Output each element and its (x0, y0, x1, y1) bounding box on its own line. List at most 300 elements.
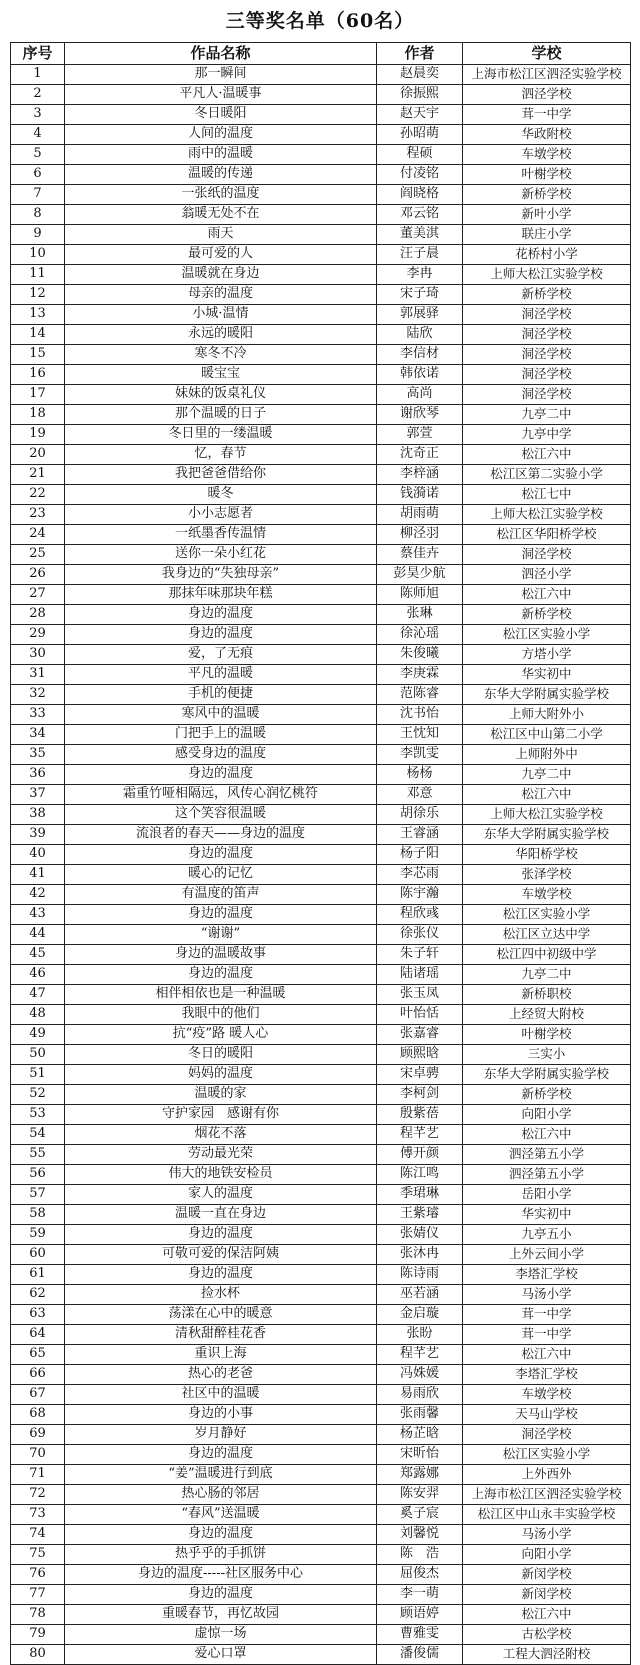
author-name: 张婧仪 (377, 1225, 463, 1245)
table-row (11, 1505, 631, 1525)
table-row (11, 1185, 631, 1205)
author-name: 赵晨奕 (377, 65, 463, 85)
school-name: 马汤小学 (463, 1285, 631, 1305)
author-name: 金启璇 (377, 1305, 463, 1325)
work-title: 相伴相依也是一种温暖 (65, 985, 377, 1005)
table-row (11, 325, 631, 345)
school-name: 洞泾学校 (463, 385, 631, 405)
author-name: 奚子宸 (377, 1505, 463, 1525)
row-index: 66 (11, 1365, 65, 1385)
school-name: 松江区中山永丰实验学校 (463, 1505, 631, 1525)
work-title: 母亲的温度 (65, 285, 377, 305)
author-name: 易雨欣 (377, 1385, 463, 1405)
table-row (11, 565, 631, 585)
work-title: 平凡的温暖 (65, 665, 377, 685)
work-title: 身边的温度 (65, 765, 377, 785)
work-title: 暖宝宝 (65, 365, 377, 385)
table-row (11, 525, 631, 545)
school-name: 洞泾学校 (463, 305, 631, 325)
school-name: 古松学校 (463, 1625, 631, 1645)
table-row (11, 285, 631, 305)
row-index: 27 (11, 585, 65, 605)
work-title: 那一瞬间 (65, 65, 377, 85)
row-index: 42 (11, 885, 65, 905)
author-name: 李信材 (377, 345, 463, 365)
page-title: 三等奖名单（60名） (225, 10, 415, 32)
school-name: 天马山学校 (463, 1405, 631, 1425)
table-row (11, 1425, 631, 1445)
row-index: 9 (11, 225, 65, 245)
work-title: 忆，春节 (65, 445, 377, 465)
author-name: 张琳 (377, 605, 463, 625)
table-row (11, 1145, 631, 1165)
header-work-title: 作品名称 (65, 43, 377, 65)
author-name: 冯姝媛 (377, 1365, 463, 1385)
work-title: 最可爱的人 (65, 245, 377, 265)
table-row (11, 645, 631, 665)
row-index: 33 (11, 705, 65, 725)
table-row (11, 1365, 631, 1385)
school-name: 松江区实验小学 (463, 905, 631, 925)
author-name: 陈宇瀚 (377, 885, 463, 905)
row-index: 51 (11, 1065, 65, 1085)
school-name: 华实初中 (463, 665, 631, 685)
school-name: 新桥职校 (463, 985, 631, 1005)
school-name: 松江区立达中学 (463, 925, 631, 945)
school-name: 松江六中 (463, 1605, 631, 1625)
author-name: 李庚霖 (377, 665, 463, 685)
author-name: 王睿涵 (377, 825, 463, 845)
work-title: 暖心的记忆 (65, 865, 377, 885)
table-row (11, 725, 631, 745)
author-name: 杨子阳 (377, 845, 463, 865)
school-name: 松江七中 (463, 485, 631, 505)
author-name: 潘俊儒 (377, 1645, 463, 1665)
table-row (11, 785, 631, 805)
table-row (11, 965, 631, 985)
table-row (11, 225, 631, 245)
work-title: 抗“疫”路 暖人心 (65, 1025, 377, 1045)
work-title: 身边的温度 (65, 605, 377, 625)
row-index: 76 (11, 1565, 65, 1585)
school-name: 松江六中 (463, 785, 631, 805)
school-name: 叶榭学校 (463, 1025, 631, 1045)
work-title: “谢谢” (65, 925, 377, 945)
author-name: 顾语婷 (377, 1605, 463, 1625)
work-title: 翁暖无处不在 (65, 205, 377, 225)
author-name: 陈师旭 (377, 585, 463, 605)
table-row (11, 1585, 631, 1605)
row-index: 70 (11, 1445, 65, 1465)
school-name: 新桥学校 (463, 1085, 631, 1105)
work-title: 劳动最光荣 (65, 1145, 377, 1165)
work-title: 雨中的温暖 (65, 145, 377, 165)
author-name: 沈奇正 (377, 445, 463, 465)
table-row (11, 205, 631, 225)
row-index: 2 (11, 85, 65, 105)
row-index: 69 (11, 1425, 65, 1445)
work-title: 爱心口罩 (65, 1645, 377, 1665)
author-name: 程硕 (377, 145, 463, 165)
row-index: 15 (11, 345, 65, 365)
row-index: 65 (11, 1345, 65, 1365)
school-name: 九亭二中 (463, 765, 631, 785)
table-row (11, 865, 631, 885)
school-name: 泗泾小学 (463, 565, 631, 585)
row-index: 7 (11, 185, 65, 205)
row-index: 52 (11, 1085, 65, 1105)
table-row (11, 1085, 631, 1105)
work-title: 可敬可爱的保洁阿姨 (65, 1245, 377, 1265)
school-name: 上师大松江实验学校 (463, 505, 631, 525)
table-row (11, 1125, 631, 1145)
table-row (11, 1325, 631, 1345)
row-index: 32 (11, 685, 65, 705)
school-name: 上外云间小学 (463, 1245, 631, 1265)
school-name: 上师大附外小 (463, 705, 631, 725)
table-row (11, 1465, 631, 1485)
row-index: 60 (11, 1245, 65, 1265)
work-title: 这个笑容很温暖 (65, 805, 377, 825)
author-name: 宋昕怡 (377, 1445, 463, 1465)
table-row (11, 1645, 631, 1665)
work-title: 温暖一直在身边 (65, 1205, 377, 1225)
author-name: 徐沁瑶 (377, 625, 463, 645)
row-index: 28 (11, 605, 65, 625)
table-row (11, 165, 631, 185)
row-index: 34 (11, 725, 65, 745)
table-row (11, 665, 631, 685)
work-title: 身边的温度 (65, 625, 377, 645)
table-row (11, 465, 631, 485)
school-name: 松江六中 (463, 1345, 631, 1365)
row-index: 77 (11, 1585, 65, 1605)
work-title: 我把爸爸借给你 (65, 465, 377, 485)
row-index: 78 (11, 1605, 65, 1625)
author-name: 巫若涵 (377, 1285, 463, 1305)
school-name: 松江六中 (463, 445, 631, 465)
table-row (11, 1345, 631, 1365)
work-title: 门把手上的温暖 (65, 725, 377, 745)
school-name: 李塔汇学校 (463, 1265, 631, 1285)
row-index: 45 (11, 945, 65, 965)
row-index: 55 (11, 1145, 65, 1165)
row-index: 43 (11, 905, 65, 925)
work-title: 热心肠的邻居 (65, 1485, 377, 1505)
school-name: 九亭中学 (463, 425, 631, 445)
author-name: 张玉凤 (377, 985, 463, 1005)
work-title: 永远的暖阳 (65, 325, 377, 345)
author-name: 邓意 (377, 785, 463, 805)
table-row (11, 1265, 631, 1285)
work-title: 身边的温度 (65, 845, 377, 865)
author-name: 刘馨悦 (377, 1525, 463, 1545)
table-row (11, 1385, 631, 1405)
school-name: 洞泾学校 (463, 545, 631, 565)
row-index: 11 (11, 265, 65, 285)
work-title: 家人的温度 (65, 1185, 377, 1205)
school-name: 东华大学附属实验学校 (463, 685, 631, 705)
author-name: 张嘉睿 (377, 1025, 463, 1045)
author-name: 陈江鸣 (377, 1165, 463, 1185)
school-name: 新桥学校 (463, 605, 631, 625)
work-title: 小小志愿者 (65, 505, 377, 525)
table-row (11, 925, 631, 945)
table-row (11, 1625, 631, 1645)
table-row (11, 425, 631, 445)
row-index: 53 (11, 1105, 65, 1125)
work-title: 那抹年味那块年糕 (65, 585, 377, 605)
work-title: 身边的温度 (65, 1445, 377, 1465)
row-index: 75 (11, 1545, 65, 1565)
row-index: 74 (11, 1525, 65, 1545)
row-index: 20 (11, 445, 65, 465)
table-row (11, 845, 631, 865)
table-row (11, 445, 631, 465)
table-row (11, 585, 631, 605)
work-title: 守护家园 感谢有你 (65, 1105, 377, 1125)
author-name: 张雨馨 (377, 1405, 463, 1425)
work-title: 身边的小事 (65, 1405, 377, 1425)
table-row (11, 1485, 631, 1505)
school-name: 上海市松江区泗泾实验学校 (463, 1485, 631, 1505)
work-title: 爱，了无痕 (65, 645, 377, 665)
row-index: 54 (11, 1125, 65, 1145)
work-title: 社区中的温暖 (65, 1385, 377, 1405)
table-row (11, 1285, 631, 1305)
row-index: 5 (11, 145, 65, 165)
author-name: 徐振熙 (377, 85, 463, 105)
work-title: 霜重竹哑相隔远，风传心润忆桃符 (65, 785, 377, 805)
work-title: 身边的温度 (65, 1525, 377, 1545)
row-index: 49 (11, 1025, 65, 1045)
row-index: 22 (11, 485, 65, 505)
row-index: 38 (11, 805, 65, 825)
work-title: 我眼中的他们 (65, 1005, 377, 1025)
work-title: 清秋甜醉桂花香 (65, 1325, 377, 1345)
work-title: 有温度的笛声 (65, 885, 377, 905)
school-name: 松江区第二实验小学 (463, 465, 631, 485)
school-name: 松江六中 (463, 585, 631, 605)
row-index: 16 (11, 365, 65, 385)
table-row (11, 485, 631, 505)
author-name: 柳泾羽 (377, 525, 463, 545)
school-name: 新桥学校 (463, 185, 631, 205)
author-name: 范陈睿 (377, 685, 463, 705)
row-index: 4 (11, 125, 65, 145)
table-row (11, 185, 631, 205)
table-row (11, 505, 631, 525)
row-index: 18 (11, 405, 65, 425)
author-name: 程欣彧 (377, 905, 463, 925)
row-index: 46 (11, 965, 65, 985)
author-name: 宋卓骋 (377, 1065, 463, 1085)
school-name: 泗泾学校 (463, 85, 631, 105)
author-name: 谢欣琴 (377, 405, 463, 425)
table-row (11, 605, 631, 625)
work-title: 妹妹的饭桌礼仪 (65, 385, 377, 405)
author-name: 郭萱 (377, 425, 463, 445)
table-row (11, 1165, 631, 1185)
author-name: 李一萌 (377, 1585, 463, 1605)
row-index: 25 (11, 545, 65, 565)
author-name: 陈诗雨 (377, 1265, 463, 1285)
row-index: 31 (11, 665, 65, 685)
row-index: 68 (11, 1405, 65, 1425)
table-row (11, 265, 631, 285)
row-index: 57 (11, 1185, 65, 1205)
table-row (11, 625, 631, 645)
table-row (11, 945, 631, 965)
row-index: 40 (11, 845, 65, 865)
school-name: 新桥学校 (463, 285, 631, 305)
row-index: 72 (11, 1485, 65, 1505)
row-index: 39 (11, 825, 65, 845)
row-index: 23 (11, 505, 65, 525)
author-name: 高尚 (377, 385, 463, 405)
school-name: 泗泾第五小学 (463, 1165, 631, 1185)
school-name: 叶榭学校 (463, 165, 631, 185)
author-name: 李芯雨 (377, 865, 463, 885)
author-name: 付凌铭 (377, 165, 463, 185)
author-name: 宋子琦 (377, 285, 463, 305)
table-row (11, 1205, 631, 1225)
table-row (11, 405, 631, 425)
school-name: 李塔汇学校 (463, 1365, 631, 1385)
work-title: 身边的温度-----社区服务中心 (65, 1565, 377, 1585)
author-name: 程芊艺 (377, 1345, 463, 1365)
table-row (11, 125, 631, 145)
school-name: 松江区实验小学 (463, 625, 631, 645)
author-name: 李冉 (377, 265, 463, 285)
author-name: 钱漪诺 (377, 485, 463, 505)
table-row (11, 1065, 631, 1085)
school-name: 新闵学校 (463, 1585, 631, 1605)
school-name: 松江区华阳桥学校 (463, 525, 631, 545)
row-index: 30 (11, 645, 65, 665)
row-index: 79 (11, 1625, 65, 1645)
author-name: 陈安羿 (377, 1485, 463, 1505)
author-name: 胡雨萌 (377, 505, 463, 525)
school-name: 洞泾学校 (463, 345, 631, 365)
author-name: 沈书怡 (377, 705, 463, 725)
school-name: 洞泾学校 (463, 365, 631, 385)
row-index: 35 (11, 745, 65, 765)
author-name: 朱子轩 (377, 945, 463, 965)
table-row (11, 705, 631, 725)
school-name: 九亭五小 (463, 1225, 631, 1245)
school-name: 东华大学附属实验学校 (463, 825, 631, 845)
work-title: 小城·温情 (65, 305, 377, 325)
author-name: 屈俊杰 (377, 1565, 463, 1585)
table-row (11, 1605, 631, 1625)
row-index: 37 (11, 785, 65, 805)
author-name: 徐张仪 (377, 925, 463, 945)
row-index: 24 (11, 525, 65, 545)
table-row (11, 905, 631, 925)
awards-table (10, 42, 631, 1665)
row-index: 47 (11, 985, 65, 1005)
table-row (11, 345, 631, 365)
work-title: 身边的温度 (65, 905, 377, 925)
work-title: 身边的温度 (65, 1265, 377, 1285)
author-name: 李柯剑 (377, 1085, 463, 1105)
school-name: 新叶小学 (463, 205, 631, 225)
table-row (11, 745, 631, 765)
table-row (11, 1005, 631, 1025)
row-index: 62 (11, 1285, 65, 1305)
work-title: 一张纸的温度 (65, 185, 377, 205)
row-index: 36 (11, 765, 65, 785)
school-name: 东华大学附属实验学校 (463, 1065, 631, 1085)
table-row (11, 385, 631, 405)
row-index: 10 (11, 245, 65, 265)
school-name: 上师大松江实验学校 (463, 265, 631, 285)
table-row (11, 765, 631, 785)
work-title: 人间的温度 (65, 125, 377, 145)
work-title: 妈妈的温度 (65, 1065, 377, 1085)
author-name: 朱俊曦 (377, 645, 463, 665)
school-name: 泗泾第五小学 (463, 1145, 631, 1165)
work-title: 平凡人·温暖事 (65, 85, 377, 105)
table-row (11, 1525, 631, 1545)
author-name: 殷紫蓓 (377, 1105, 463, 1125)
row-index: 13 (11, 305, 65, 325)
work-title: 身边的温度 (65, 1585, 377, 1605)
table-header-row (11, 43, 631, 65)
author-name: 陈 浩 (377, 1545, 463, 1565)
work-title: “春风”送温暖 (65, 1505, 377, 1525)
work-title: 一纸墨香传温情 (65, 525, 377, 545)
work-title: 雨天 (65, 225, 377, 245)
work-title: 岁月静好 (65, 1425, 377, 1445)
table-row (11, 1565, 631, 1585)
row-index: 59 (11, 1225, 65, 1245)
table-row (11, 1025, 631, 1045)
author-name: 傅开颜 (377, 1145, 463, 1165)
school-name: 松江区实验小学 (463, 1445, 631, 1465)
school-name: 张泽学校 (463, 865, 631, 885)
school-name: 华政附校 (463, 125, 631, 145)
row-index: 8 (11, 205, 65, 225)
author-name: 季珺琳 (377, 1185, 463, 1205)
author-name: 杨杨 (377, 765, 463, 785)
author-name: 陆诸瑶 (377, 965, 463, 985)
work-title: 冬日暖阳 (65, 105, 377, 125)
row-index: 58 (11, 1205, 65, 1225)
work-title: 荡漾在心中的暖意 (65, 1305, 377, 1325)
school-name: 车墩学校 (463, 145, 631, 165)
school-name: 华阳桥学校 (463, 845, 631, 865)
school-name: 洞泾学校 (463, 325, 631, 345)
work-title: 身边的温度 (65, 1225, 377, 1245)
row-index: 61 (11, 1265, 65, 1285)
school-name: 茸一中学 (463, 105, 631, 125)
work-title: 重暖春节，再忆故园 (65, 1605, 377, 1625)
work-title: 暖冬 (65, 485, 377, 505)
row-index: 29 (11, 625, 65, 645)
table-row (11, 545, 631, 565)
table-row (11, 1445, 631, 1465)
school-name: 上外西外 (463, 1465, 631, 1485)
table-row (11, 985, 631, 1005)
school-name: 松江六中 (463, 1125, 631, 1145)
row-index: 48 (11, 1005, 65, 1025)
row-index: 14 (11, 325, 65, 345)
author-name: 阎晓格 (377, 185, 463, 205)
author-name: 李梓涵 (377, 465, 463, 485)
work-title: 温暖的传递 (65, 165, 377, 185)
